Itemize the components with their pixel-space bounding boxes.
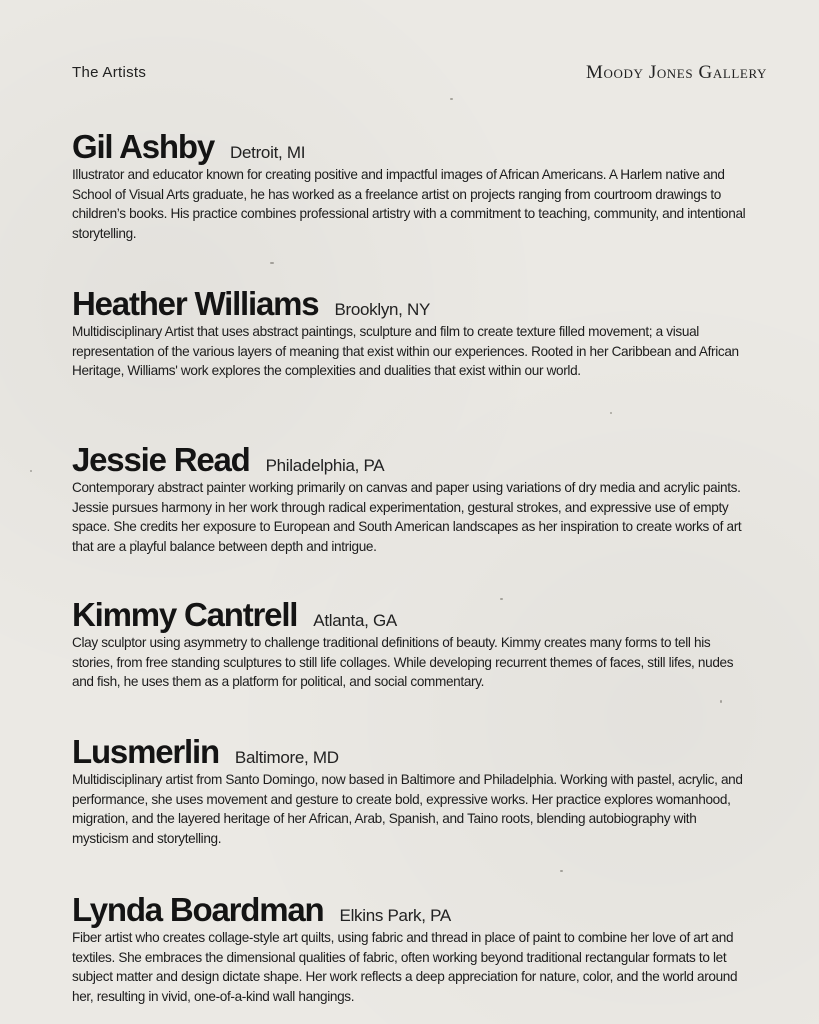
artist-location: Philadelphia, PA — [265, 456, 385, 475]
artist-location: Brooklyn, NY — [334, 300, 431, 319]
artist-location: Detroit, MI — [230, 143, 306, 162]
artist-entry — [72, 130, 752, 243]
artist-entry — [72, 735, 752, 848]
artist-entry — [72, 443, 752, 556]
paper-speck — [450, 98, 453, 100]
artist-bio: Multidisciplinary Artist that uses abstract paintings, sculpture and film to create texture filled movement; a visual representation of the various layers of meaning that exist within our experiences. Rooted in her Caribbean and African Heritage, Williams' work explores the complexities and dualities that exist within our world. — [72, 324, 739, 378]
artist-name: Heather Williams — [72, 285, 319, 322]
artist-bio: Illustrator and educator known for creating positive and impactful images of African Americans. A Harlem native and School of Visual Arts graduate, he has worked as a freelance artist on projects ranging from courtroom drawings to children’s books. His practice combines professional artistry with a commitment to teaching, community, and intentional storytelling. — [72, 167, 746, 241]
artist-location: Baltimore, MD — [234, 748, 339, 767]
artist-entry — [72, 598, 752, 692]
paper-speck — [720, 700, 722, 703]
section-title: The Artists — [72, 64, 147, 81]
paper-speck — [30, 470, 32, 472]
artist-bio: Multidisciplinary artist from Santo Domingo, now based in Baltimore and Philadelphia. Working with pastel, acrylic, and performance, she uses movement and gesture to create bold, expressive works. Her practice explores womanhood, migration, and the layered heritage of her African, Arab, Spanish, and Taino roots, blending autobiography with mysticism and storytelling. — [72, 772, 743, 846]
artist-location: Atlanta, GA — [313, 611, 397, 630]
artist-name: Kimmy Cantrell — [72, 596, 298, 633]
artist-entry — [72, 287, 752, 381]
artist-name: Jessie Read — [72, 441, 250, 478]
artist-name: Lusmerlin — [72, 733, 219, 770]
gallery-logo: Moody Jones Gallery — [586, 62, 767, 83]
artist-entry — [72, 893, 752, 1006]
paper-speck — [610, 412, 612, 414]
artist-bio: Clay sculptor using asymmetry to challenge traditional definitions of beauty. Kimmy creates many forms to tell his stories, from free standing sculptures to still life collages. While developing recurrent themes of faces, still lifes, nudes and fish, he uses them as a platform for political, and social commentary. — [72, 635, 734, 689]
paper-speck — [270, 262, 274, 264]
artist-location: Elkins Park, PA — [339, 906, 451, 925]
artist-bio: Fiber artist who creates collage-style art quilts, using fabric and thread in place of paint to combine her love of art and textiles. She embraces the dimensional qualities of fabric, often working beyond traditional rectangular formats to let subject matter and design dictate shape. Her work reflects a deep appreciation for nature, color, and the world around her, resulting in vivid, one-of-a-kind wall hangings. — [72, 930, 738, 1004]
artist-name: Lynda Boardman — [72, 891, 324, 928]
artist-name: Gil Ashby — [72, 128, 215, 165]
artist-bio: Contemporary abstract painter working primarily on canvas and paper using variations of dry media and acrylic paints. Jessie pursues harmony in her work through radical experimentation, gestural strokes, and expressive use of empty space. She credits her exposure to European and South American landscapes as her inspiration to create works of art that are a playful balance between depth and intrigue. — [72, 480, 742, 554]
paper-speck — [560, 870, 563, 872]
